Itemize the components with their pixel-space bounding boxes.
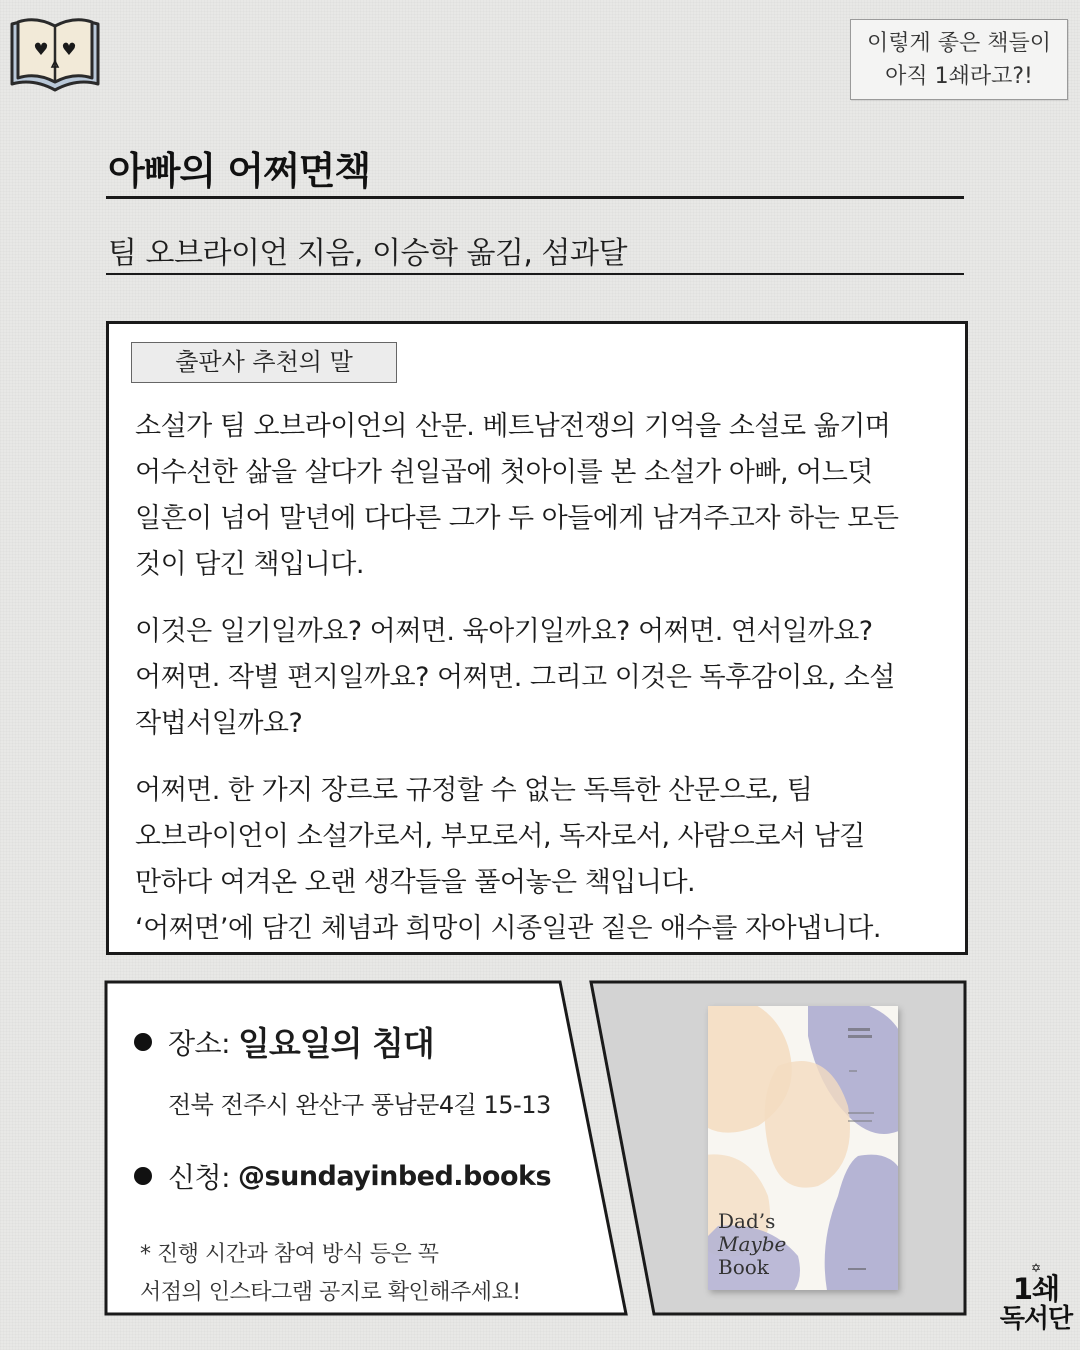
cover-title-line: Dad’s xyxy=(718,1209,776,1233)
recommendation-label: 출판사 추천의 말 xyxy=(131,342,397,383)
club-logo-line-1: 1쇄 xyxy=(1012,1272,1060,1306)
place-name: 일요일의 침대 xyxy=(238,1024,434,1063)
paragraph-line: 어쩌면. 한 가지 장르로 규정할 수 없는 독특한 산문으로, 팀 xyxy=(135,775,813,806)
tagline-line-2: 아직 1쇄라고?! xyxy=(885,64,1033,89)
cover-english-title xyxy=(718,1210,786,1279)
apply-row xyxy=(134,1156,594,1196)
svg-text:♥: ♥ xyxy=(61,40,77,60)
paragraph-line: 오브라이언이 소설가로서, 부모로서, 독자로서, 사람으로서 남길 xyxy=(135,821,865,852)
paragraph-line: ‘어쩌면’에 담긴 체념과 희망이 시종일관 짙은 애수를 자아냅니다. xyxy=(135,913,881,944)
author-divider xyxy=(106,273,964,275)
svg-text:♥: ♥ xyxy=(33,40,49,60)
book-title: 아빠의 어쩌면책 xyxy=(108,149,371,193)
paragraph-line: 만하다 여겨온 오랜 생각들을 풀어놓은 책입니다. xyxy=(135,867,696,898)
paragraph-line: 일흔이 넘어 말년에 다다른 그가 두 아들에게 남겨주고자 하는 모든 xyxy=(135,503,899,534)
book-author-line: 팀 오브라이언 지음, 이승학 옮김, 섬과달 xyxy=(108,236,627,271)
tagline-line-1: 이렇게 좋은 책들이 xyxy=(866,31,1051,56)
notice-line-1: * 진행 시간과 참여 방식 등은 꼭 xyxy=(140,1242,439,1267)
paragraph-line: 어수선한 삶을 살다가 쉰일곱에 첫아이를 본 소설가 아빠, 어느덧 xyxy=(135,457,873,488)
star-icon: ✡ xyxy=(1030,1261,1042,1275)
paragraph-line: 작법서일까요? xyxy=(135,708,303,739)
paragraph-line: 이것은 일기일까요? 어쩌면. 육아기일까요? 어쩌면. 연서일까요? xyxy=(135,616,873,647)
paragraph-line: 소설가 팀 오브라이언의 산문. 베트남전쟁의 기억을 소설로 옮기며 xyxy=(135,411,891,442)
tagline-box xyxy=(850,19,1068,100)
recommendation-paragraph xyxy=(135,609,945,747)
book-cover-image xyxy=(708,1006,898,1290)
apply-label: 신청: xyxy=(168,1161,231,1194)
place-label: 장소: xyxy=(168,1026,231,1060)
recommendation-paragraph xyxy=(135,404,945,588)
recommendation-body xyxy=(135,404,945,973)
place-address: 전북 전주시 완산구 풍남문4길 15-13 xyxy=(168,1091,551,1119)
cover-title-line: Maybe xyxy=(718,1232,787,1256)
club-logo xyxy=(994,1262,1078,1334)
notice-text xyxy=(140,1236,521,1312)
recommendation-paragraph xyxy=(135,768,945,952)
paragraph-line: 것이 담긴 책입니다. xyxy=(135,549,364,580)
bullet-icon xyxy=(134,1167,152,1185)
bullet-icon xyxy=(134,1033,152,1051)
info-content xyxy=(134,1018,594,1196)
place-row xyxy=(134,1018,594,1065)
instagram-handle-link[interactable]: @sundayinbed.books xyxy=(238,1160,552,1192)
open-book-icon xyxy=(8,14,102,96)
paragraph-line: 어쩌면. 작별 편지일까요? 어쩌면. 그리고 이것은 독후감이요, 소설 xyxy=(135,662,895,693)
recommendation-box xyxy=(106,321,968,955)
notice-line-2: 서점의 인스타그램 공지로 확인해주세요! xyxy=(140,1280,521,1305)
cover-title-line: Book xyxy=(718,1255,769,1279)
club-logo-line-2: 독서단 xyxy=(999,1304,1073,1334)
title-divider xyxy=(106,196,964,199)
